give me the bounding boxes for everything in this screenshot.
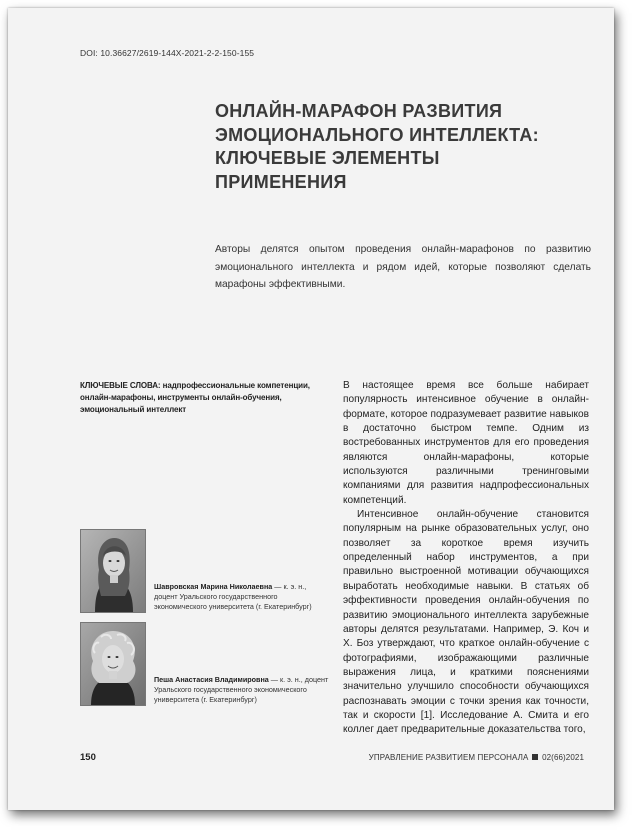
- keywords: КЛЮЧЕВЫЕ СЛОВА: надпрофессиональные компетенции, онлайн-марафоны, инструменты онлайн-обучения, эмоциональный интеллект: [80, 381, 310, 414]
- author-photo-shavrovskaya: [80, 529, 146, 613]
- portrait-image: [81, 530, 145, 612]
- journal-page: [8, 8, 614, 810]
- title-line: ЭМОЦИОНАЛЬНОГО ИНТЕЛЛЕКТА:: [215, 124, 539, 145]
- doi-line: DOI: 10.36627/2619-144X-2021-2-2-150-155: [80, 48, 255, 58]
- article-title: [215, 100, 555, 194]
- title-line: ОНЛАЙН-МАРАФОН РАЗВИТИЯ: [215, 101, 503, 121]
- author-details: — к. э. н., доцент Уральского государственного экономического университета (г. Екатеринбург): [154, 582, 312, 611]
- journal-name: УПРАВЛЕНИЕ РАЗВИТИЕМ ПЕРСОНАЛА: [368, 753, 529, 762]
- abstract: Авторы делятся опытом проведения онлайн-марафонов по развитию эмоционального интеллекта и рядом идей, которые позволяют сделать марафоны эффективными.: [215, 244, 591, 290]
- journal-footer: [369, 753, 584, 762]
- author-name: Шавровская Марина Николаевна: [154, 582, 273, 591]
- journal-issue: 02(66)2021: [542, 753, 584, 762]
- body-paragraph: В настоящее время все больше набирает популярность интенсивное обучение в онлайн-формате, которое подразумевает развитие навыков в достаточно быстром темпе. Одним из востребованных инструментов для его проведения являются онлайн-марафоны, которые используются различными тренинговыми компаниями для развития надпрофессиональных компетенций.: [343, 380, 589, 506]
- author-photo-pesha: [80, 622, 146, 706]
- author-details: — к. э. н., доцент Уральского государственного экономического университета (г. Екатеринбург): [154, 675, 329, 704]
- author-name: Пеша Анастасия Владимировна: [154, 675, 269, 684]
- body-paragraph: Интенсивное онлайн-обучение становится популярным на рынке образовательных услуг, оно позволяет за короткое время изучить определенный набор инструментов, а при правильно выстроенной мотивации обучающихся выработать необходимые навыки. В статьях об эффективности проведения онлайн-обучения по развитию эмоционального интеллекта зарубежные авторы делятся результатами. Например, Э. Коч и Х. Боз утверждают, что краткое онлайн-обучение с фотографиями, изображающими различные выражения лица, и краткими пояснениями значительно улучшило способности обучающихся распознавать эмоции с точки зрения как точности, так и скорости [1]. Исследование А. Смита и его коллег дает предварительные доказательства того,: [343, 509, 589, 736]
- square-separator-icon: [532, 754, 538, 760]
- author-info: [154, 675, 330, 705]
- body-text: [343, 379, 589, 738]
- page-number: 150: [80, 752, 96, 763]
- author-info: [154, 582, 330, 612]
- title-line: КЛЮЧЕВЫЕ ЭЛЕМЕНТЫ ПРИМЕНЕНИЯ: [215, 148, 440, 192]
- portrait-image: [81, 623, 145, 705]
